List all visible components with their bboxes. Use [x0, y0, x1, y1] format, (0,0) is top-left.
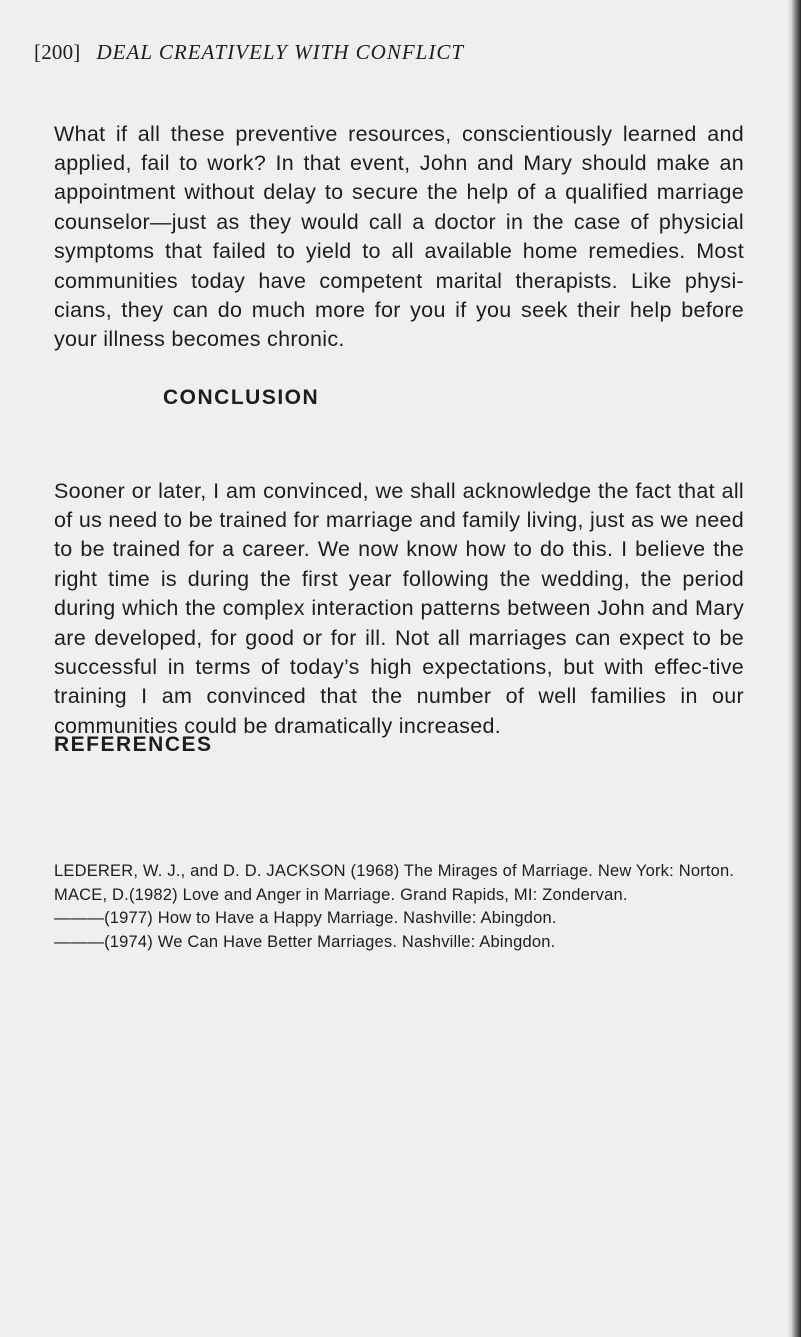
running-head-title: DEAL CREATIVELY WITH CONFLICT [96, 40, 465, 64]
page-number: [200] [34, 40, 81, 64]
reference-list [54, 860, 754, 954]
reference-entry: MACE, D.(1982) Love and Anger in Marriage. Grand Rapids, MI: Zondervan. [54, 885, 628, 904]
reference-entry: LEDERER, W. J., and D. D. JACKSON (1968) The Mirages of Marriage. New York: Norton. [54, 862, 735, 880]
page-edge-shadow [787, 0, 801, 1337]
section-heading-conclusion: CONCLUSION [163, 386, 320, 409]
reference-entry: ———(1977) How to Have a Happy Marriage. Nashville: Abingdon. [54, 909, 557, 927]
running-head [34, 40, 464, 65]
reference-entry: ———(1974) We Can Have Better Marriages. Nashville: Abingdon. [54, 932, 556, 951]
paragraph-conclusion: Sooner or later, I am convinced, we shall acknowledge the fact that all of us need to be trained for marriage and family living, just as we need to be trained for a career. We now know how to do this. I believe the right time is during the first year following the wedding, the period during which the complex interaction patterns between John and Mary are developed, for good or for ill. Not all marriages can expect to be successful in terms of today’s high expectations, but with effec-tive training I am convinced that the number of well families in our communities could be dramatically increased. [54, 478, 744, 738]
section-heading-references: REFERENCES [54, 733, 213, 756]
paragraph-counseling: What if all these preventive resources, conscientiously learned and applied, fail to work? In that event, John and Mary should make an appointment without delay to secure the help of a qualified marriage counselor—just as they would call a doctor in the case of physicial symptoms that failed to yield to all available home remedies. Most communities today have competent marital therapists. Like physi-cians, they can do much more for you if you seek their help before your illness becomes chronic. [54, 121, 744, 352]
